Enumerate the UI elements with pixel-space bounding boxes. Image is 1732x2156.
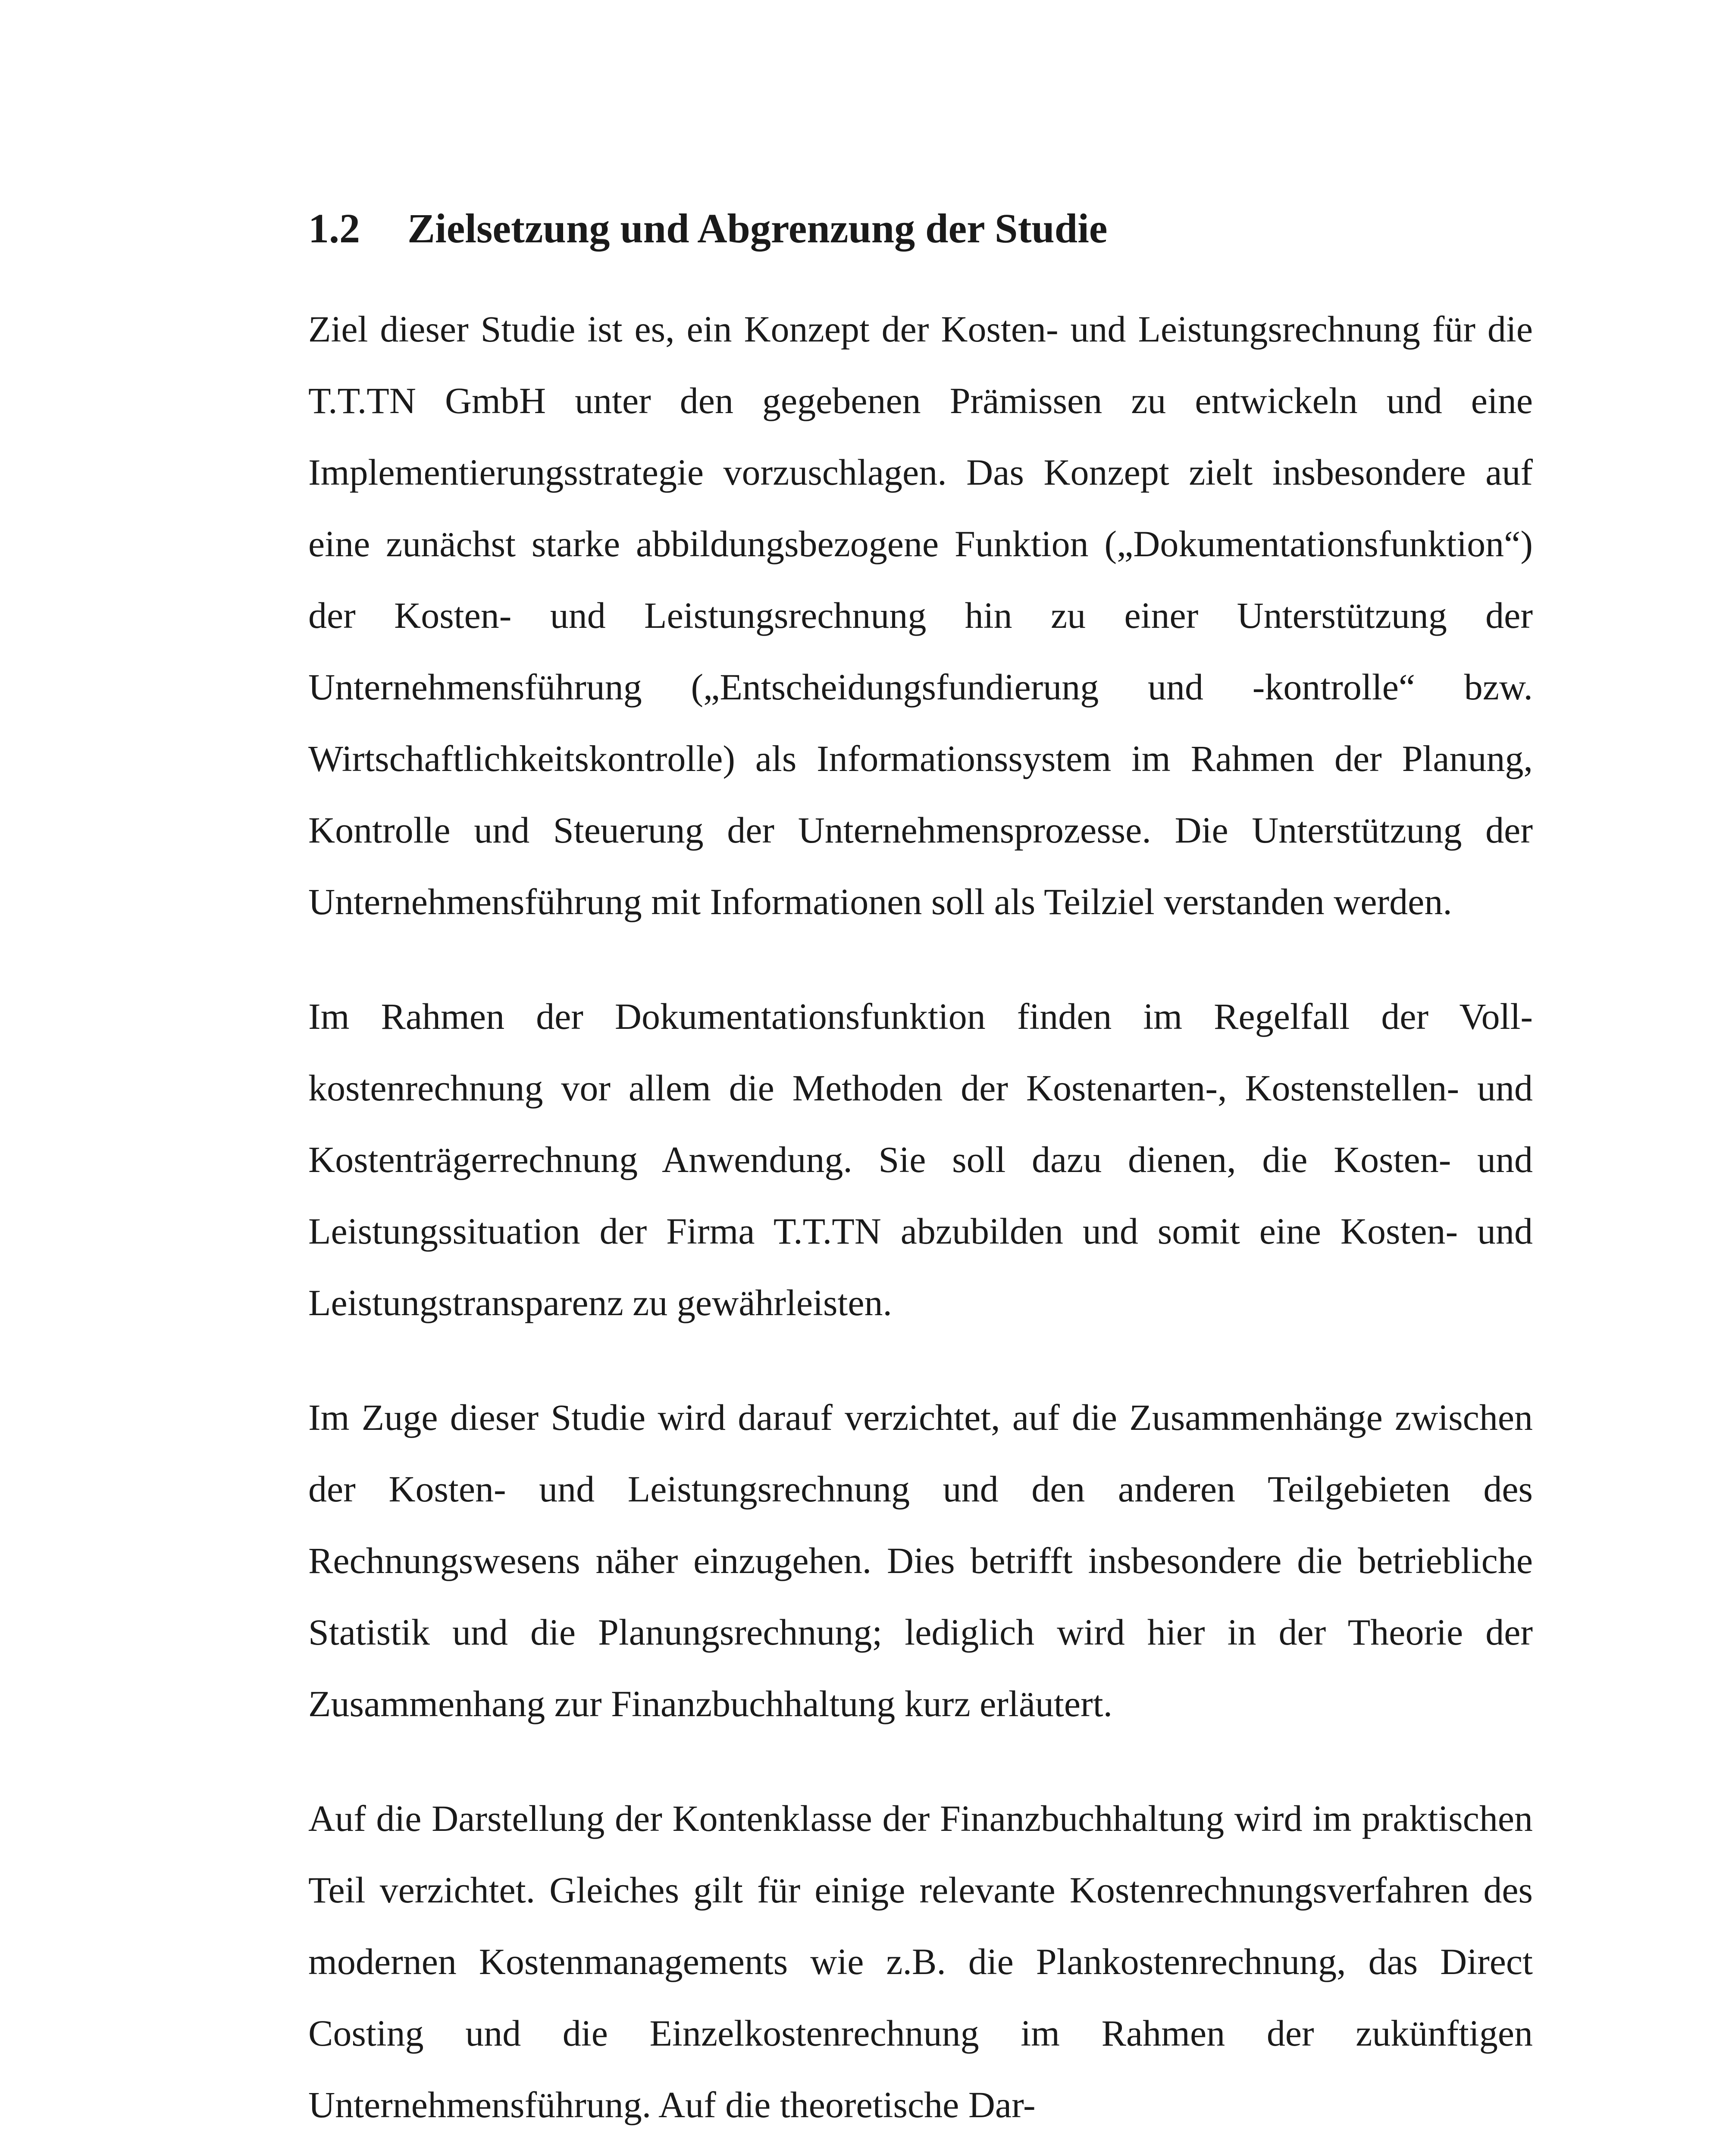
paragraph-objective: Ziel dieser Studie ist es, ein Konzept der Kosten- und Leistungsrechnung für die T.T.TN GmbH unter den gegebenen Prämissen zu entwickeln und eine Implementierungsstrategie vorzuschlagen. Das Konzept zielt insbesondere auf eine zunächst starke abbildungsbezogene Funktion („Dokumentationsfunktion“) der Kosten- und Leistungsrechnung hin zu einer Unterstützung der Unternehmensführung („Entscheidungsfundierung und -kontrolle“ bzw. Wirtschaftlichkeitskontrolle) als Informationssystem im Rahmen der Planung, Kontrolle und Steuerung der Unternehmensprozesse. Die Unterstützung der Unternehmensführung mit Informationen soll als Teilziel verstanden werden. xyxy=(308,308,1533,922)
paragraph-scope-exclusion: Im Zuge dieser Studie wird darauf verzichtet, auf die Zusammenhänge zwischen der Kosten- und Leistungsrechnung und den anderen Teilgebieten des Rechnungswesens näher einzugehen. Dies betrifft insbesondere die betriebliche Statistik und die Planungsrechnung; lediglich wird hier in der Theorie der Zusammenhang zur Finanzbuchhaltung kurz erläutert. xyxy=(308,1397,1533,1724)
paragraph-practical-part: Auf die Darstellung der Kontenklasse der Finanzbuchhaltung wird im praktischen Teil verzichtet. Gleiches gilt für einige relevante Kostenrechnungsverfahren des modernen Kostenmanagements wie z.B. die Plankostenrechnung, das Direct Costing und die Einzelkostenrechnung im Rahmen der zukünftigen Unternehmensführung. Auf die theoretische Dar- xyxy=(308,1798,1533,2125)
section-title: Zielsetzung und Abgrenzung der Studie xyxy=(407,205,1108,251)
page-content xyxy=(308,203,1533,2156)
paragraph-documentation-function: Im Rahmen der Dokumentationsfunktion finden im Regelfall der Vollkostenrechnung vor allem die Methoden der Kostenarten-, Kostenstellen- und Kostenträgerrechnung Anwendung. Sie soll dazu dienen, die Kosten- und Leistungssituation der Firma T.T.TN abzubilden und somit eine Kosten- und Leistungstransparenz zu gewährleisten. xyxy=(308,996,1533,1323)
section-heading xyxy=(308,203,1533,254)
section-number: 1.2 xyxy=(308,205,360,251)
